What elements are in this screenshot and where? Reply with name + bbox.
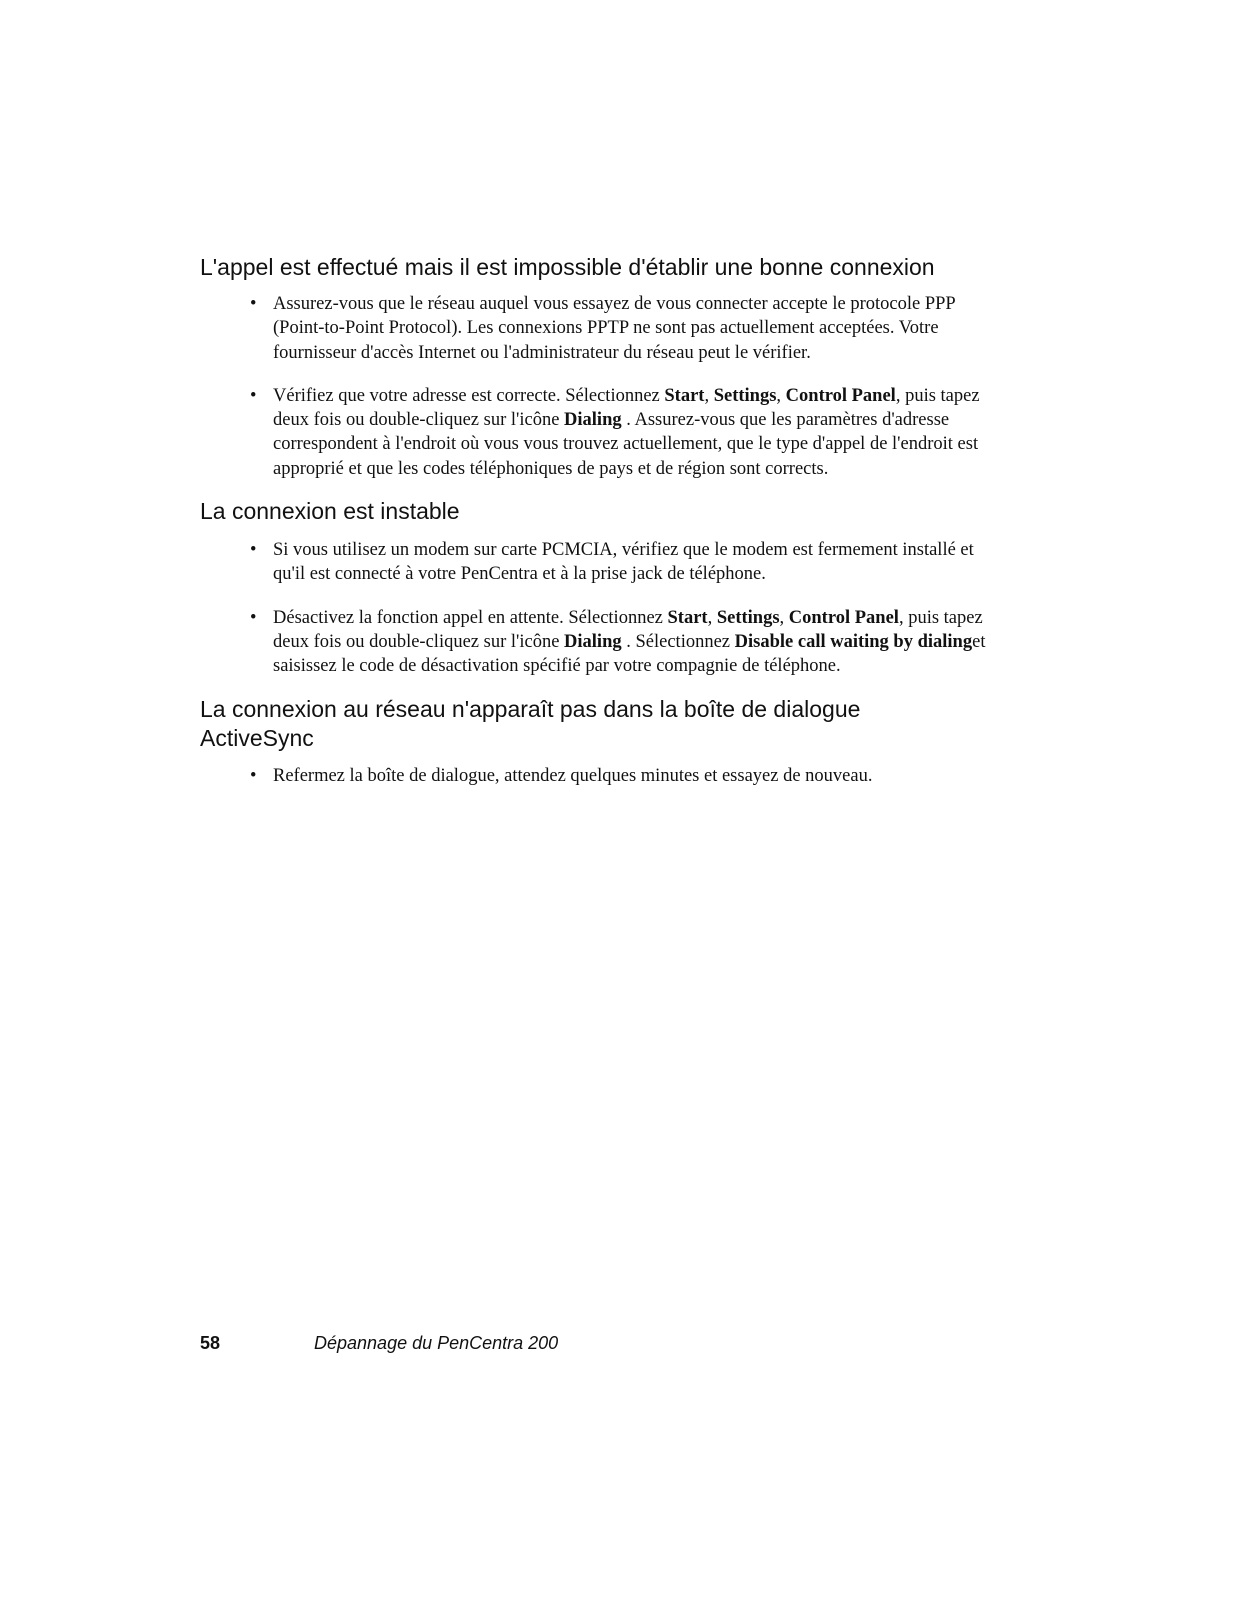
bold-term: Dialing xyxy=(564,410,622,431)
bullet-text: , xyxy=(779,607,789,628)
footer-document-title: Dépannage du PenCentra 200 xyxy=(314,1333,559,1353)
bold-term: Dialing xyxy=(564,631,622,652)
bold-term: Disable call waiting by dialing xyxy=(734,631,973,652)
bullet-item xyxy=(250,764,1010,788)
bold-term: Control Panel xyxy=(785,385,896,406)
bullet-text: Vérifiez que votre adresse est correcte. Sélectionnez xyxy=(273,385,665,406)
bullet-list xyxy=(250,292,1010,500)
section-heading: La connexion est instable xyxy=(200,498,460,524)
bullet-text: Refermez la boîte de dialogue, attendez quelques minutes et essayez de nouveau. xyxy=(273,766,873,786)
bullet-marker: • xyxy=(250,540,257,560)
bullet-text: , puis tapez deux fois ou double-cliquez sur l'icône xyxy=(273,607,983,652)
bullet-item xyxy=(250,292,1010,365)
bullet-item xyxy=(250,384,1010,481)
bullet-marker: • xyxy=(250,607,257,628)
bullet-item xyxy=(250,606,1010,679)
section-heading: L'appel est effectué mais il est impossible d'établir une bonne connexion xyxy=(200,254,935,280)
bullet-text: , xyxy=(776,385,786,406)
section-heading: La connexion au réseau n'apparaît pas dans la boîte de dialogue ActiveSync xyxy=(200,696,861,751)
bullet-text: , puis tapez deux fois ou double-cliquez sur l'icône xyxy=(273,385,980,431)
bold-term: Start xyxy=(664,385,705,406)
bullet-list xyxy=(250,538,1010,697)
bullet-text: et saisissez le code de désactivation spécifié par votre compagnie de téléphone. xyxy=(273,631,986,677)
bold-term: Settings xyxy=(716,607,780,628)
bold-term: Control Panel xyxy=(788,607,899,628)
bullet-text: Désactivez la fonction appel en attente. Sélectionnez xyxy=(273,607,668,628)
bold-term: Settings xyxy=(713,385,777,406)
bullet-list xyxy=(250,764,1010,807)
bullet-item xyxy=(250,538,1010,587)
bullet-text: Si vous utilisez un modem sur carte PCMCIA, vérifiez que le modem est fermement installé et qu'il est connecté à votre PenCentra et à la prise jack de téléphone. xyxy=(273,540,974,585)
bold-term: Start xyxy=(667,607,708,628)
bullet-marker: • xyxy=(250,294,257,314)
page-number: 58 xyxy=(200,1333,221,1353)
bullet-text: Assurez-vous que le réseau auquel vous essayez de vous connecter accepte le protocole PPP (Point-to-Point Protocol). Les connexions PPTP ne sont pas actuellement acceptées. Votre fournisseur d'accès Internet ou l'administrateur du réseau peut le vérifier. xyxy=(273,294,956,363)
bullet-text: . Sélectionnez xyxy=(621,631,735,652)
bullet-text: . Assurez-vous que les paramètres d'adresse correspondent à l'endroit où vous vous trouvez actuellement, que le type d'appel de l'endroit est approprié et que les codes téléphoniques de pays et de région sont corrects. xyxy=(273,410,979,479)
bullet-marker: • xyxy=(250,385,257,406)
bullet-marker: • xyxy=(250,766,257,786)
bullet-text: , xyxy=(707,607,717,628)
bullet-text: , xyxy=(704,385,714,406)
